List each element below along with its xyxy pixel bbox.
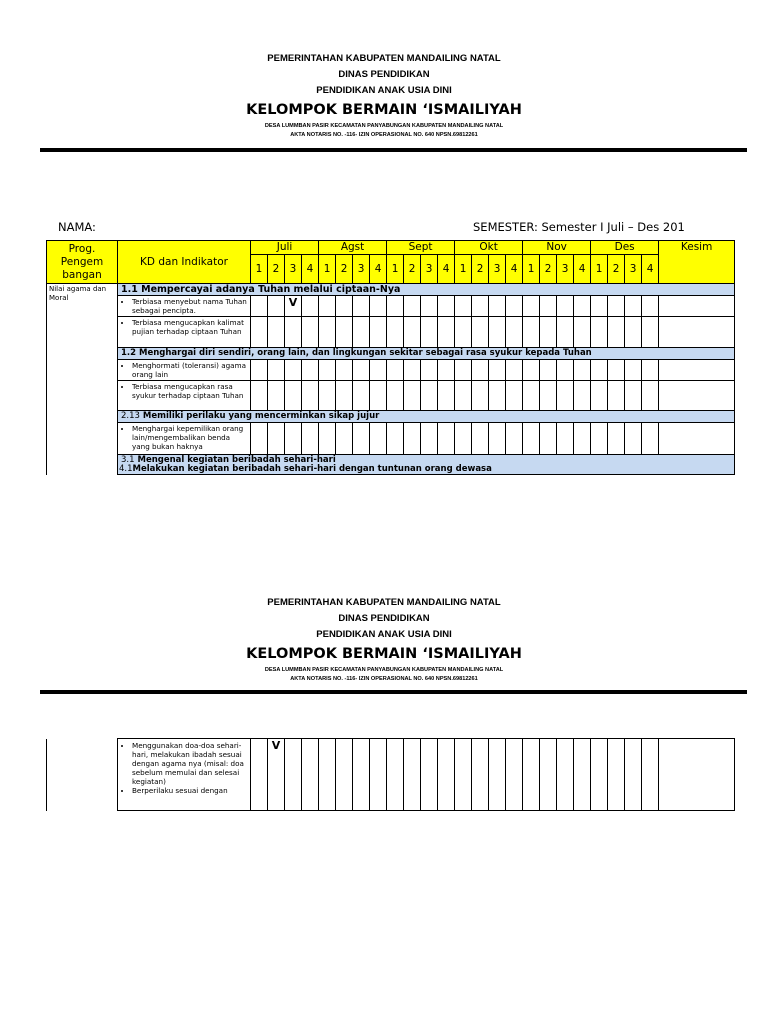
week-number: 3 — [421, 255, 438, 284]
indicator-text: • Menggunakan doa-doa sehari-hari, melakukan ibadah sesuai dengan agama nya (misal: doa sebelum memulai dan selesai kegiatan) • Berperilaku sesuai dengan — [118, 739, 251, 811]
header-divider — [40, 690, 747, 694]
indicator-row — [47, 317, 735, 348]
month-okt: Okt — [455, 241, 523, 255]
paud-line: PENDIDIKAN ANAK USIA DINI — [316, 629, 452, 640]
week-number: 3 — [285, 255, 302, 284]
akta-line: AKTA NOTARIS NO. -116- IZIN OPERASIONAL NO. 640 NPSN.69812261 — [290, 676, 478, 682]
week-number: 1 — [251, 255, 268, 284]
indicator-row — [47, 423, 735, 455]
school-title: KELOMPOK BERMAIN ‘ISMAILIYAH — [246, 646, 522, 662]
aspek-cell — [47, 739, 118, 811]
address-line: DESA LUMMBAN PASIR KECAMATAN PANYABUNGAN KABUPATEN MANDAILING NATAL — [264, 123, 504, 129]
kd-3-1: 3.1 Mengenal kegiatan beribadah sehari-hari — [121, 455, 336, 465]
check-mark[interactable]: V — [285, 296, 302, 317]
indicator-text: • Terbiasa mengucapkan rasa syukur terhadap ciptaan Tuhan — [118, 381, 251, 411]
week-number: 4 — [642, 255, 659, 284]
week-number: 3 — [625, 255, 642, 284]
assessment-table — [46, 240, 735, 475]
aspek-label: Nilai agama dan Moral — [47, 284, 118, 475]
dept-line: DINAS PENDIDIKAN — [338, 613, 430, 624]
week-number: 2 — [404, 255, 421, 284]
address-line: DESA LUMMBAN PASIR KECAMATAN PANYABUNGAN KABUPATEN MANDAILING NATAL — [264, 667, 504, 673]
month-juli: Juli — [251, 241, 319, 255]
week-number: 4 — [506, 255, 523, 284]
header-divider — [40, 148, 747, 152]
month-nov: Nov — [523, 241, 591, 255]
month-sept: Sept — [387, 241, 455, 255]
week-number: 1 — [319, 255, 336, 284]
week-number: 1 — [387, 255, 404, 284]
gov-line: PEMERINTAHAN KABUPATEN MANDAILING NATAL — [267, 53, 501, 64]
week-number: 3 — [557, 255, 574, 284]
kd-1-1: 1.1 Mempercayai adanya Tuhan melalui ciptaan-Nya — [118, 284, 735, 296]
indicator-row — [47, 381, 735, 411]
paud-line: PENDIDIKAN ANAK USIA DINI — [316, 85, 452, 96]
week-number: 4 — [370, 255, 387, 284]
week-number: 3 — [353, 255, 370, 284]
kd-1-2: 1.2 Menghargai diri sendiri, orang lain, dan lingkungan sekitar sebagai rasa syukur kepada Tuhan — [118, 348, 735, 360]
week-number: 2 — [608, 255, 625, 284]
prog-header: Prog. Pengem bangan — [47, 241, 118, 284]
indicator-text: • Terbiasa mengucapkan kalimat pujian terhadap ciptaan Tuhan — [118, 317, 251, 348]
kd-2-13 — [118, 411, 735, 423]
kd-number: 2.13 — [121, 411, 140, 421]
letterhead-2 — [0, 595, 768, 684]
semester-label: SEMESTER: Semester I Juli – Des 201 — [473, 220, 685, 234]
week-number: 2 — [540, 255, 557, 284]
indicator-text: • Terbiasa menyebut nama Tuhan sebagai pencipta. — [118, 296, 251, 317]
indicator-text: • Menghormati (toleransi) agama orang lain — [118, 360, 251, 381]
indicator-row — [47, 296, 735, 317]
kesim-header: Kesim — [659, 241, 735, 284]
week-number: 1 — [455, 255, 472, 284]
week-number: 1 — [523, 255, 540, 284]
kd-header: KD dan Indikator — [118, 241, 251, 284]
letterhead-1 — [0, 51, 768, 140]
week-number: 2 — [336, 255, 353, 284]
week-number: 4 — [438, 255, 455, 284]
week-number: 2 — [268, 255, 285, 284]
indicator-row — [47, 360, 735, 381]
assessment-table-continued — [46, 738, 735, 811]
indicator-text: • Menghargai kepemilikan orang lain/mengembalikan benda yang bukan haknya — [118, 423, 251, 455]
week-number: 4 — [574, 255, 591, 284]
kd-3-1-4-1 — [118, 455, 735, 475]
akta-line: AKTA NOTARIS NO. -116- IZIN OPERASIONAL NO. 640 NPSN.69812261 — [290, 132, 478, 138]
month-des: Des — [591, 241, 659, 255]
indicator-row — [47, 739, 735, 811]
check-mark[interactable]: V — [268, 739, 285, 811]
dept-line: DINAS PENDIDIKAN — [338, 69, 430, 80]
nama-label: NAMA: — [58, 220, 96, 234]
week-number: 1 — [591, 255, 608, 284]
gov-line: PEMERINTAHAN KABUPATEN MANDAILING NATAL — [267, 597, 501, 608]
month-agst: Agst — [319, 241, 387, 255]
school-title: KELOMPOK BERMAIN ‘ISMAILIYAH — [246, 102, 522, 118]
week-number: 4 — [302, 255, 319, 284]
week-number: 3 — [489, 255, 506, 284]
kd-text: Memiliki perilaku yang mencerminkan sikap jujur — [142, 411, 380, 421]
week-number: 2 — [472, 255, 489, 284]
kd-4-1: 4.1Melakukan kegiatan beribadah sehari-hari dengan tuntunan orang dewasa — [119, 464, 492, 474]
